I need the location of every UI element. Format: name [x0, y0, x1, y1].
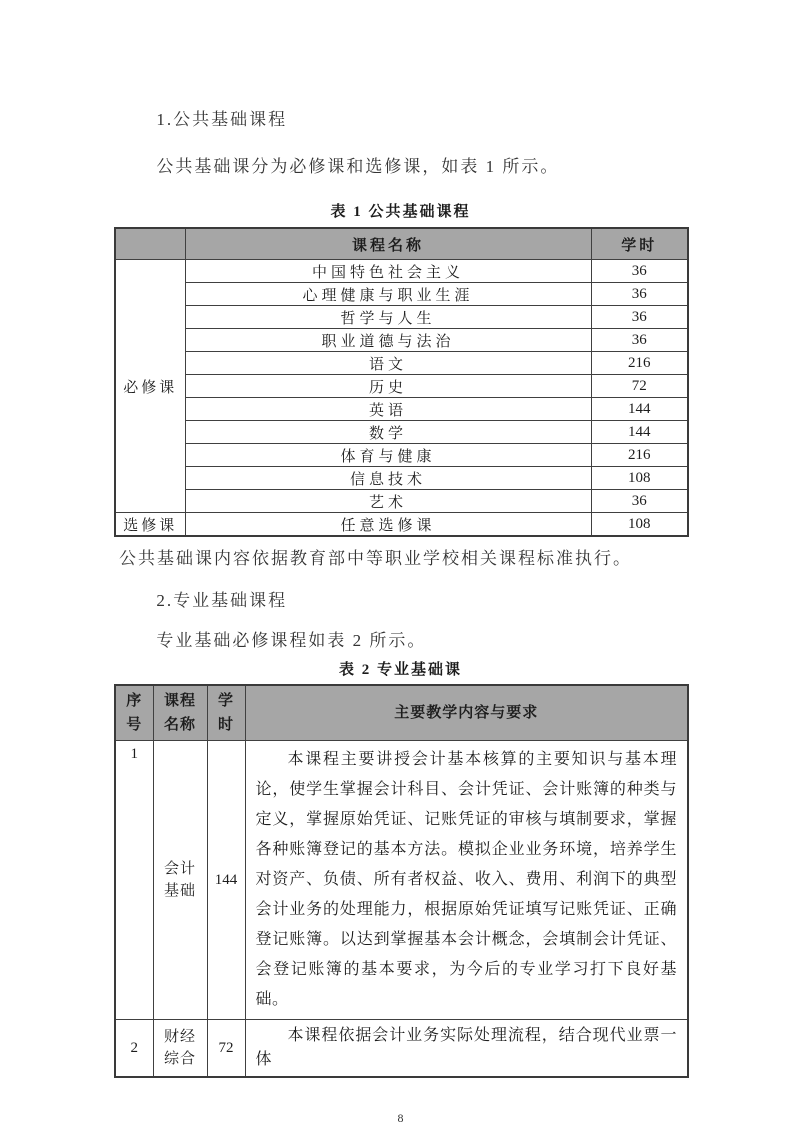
category-cell-elective: 选修课: [115, 513, 185, 537]
table2-header-course: 课程名称: [153, 685, 207, 741]
course-cell: 信息技术: [185, 467, 591, 490]
table-row: [115, 306, 688, 329]
course-cell: 数学: [185, 421, 591, 444]
table1-note: 公共基础课内容依据教育部中等职业学校相关课程标准执行。: [119, 549, 632, 568]
hours-cell: 36: [591, 490, 688, 513]
course-cell: 职业道德与法治: [185, 329, 591, 352]
section-2-intro: 专业基础必修课程如表 2 所示。: [156, 631, 427, 650]
table2-header-content: 主要教学内容与要求: [245, 685, 688, 741]
hours-cell: 144: [207, 741, 245, 1020]
table2-header-hours: 学时: [207, 685, 245, 741]
table-row: [115, 444, 688, 467]
hours-cell: 36: [591, 329, 688, 352]
hours-cell: 216: [591, 444, 688, 467]
table1-header-category: [115, 228, 185, 260]
table-public-basic-courses: [114, 227, 689, 537]
table1-title: 表 1 公共基础课程: [330, 204, 471, 220]
page-content: [114, 0, 687, 1126]
table-row: [115, 352, 688, 375]
table-row: [115, 375, 688, 398]
hours-cell: 72: [207, 1020, 245, 1078]
course-description: 本课程依据会计业务实际处理流程，结合现代业票一体: [255, 1027, 677, 1068]
table-professional-basic-courses: [114, 684, 689, 1078]
hours-cell: 36: [591, 283, 688, 306]
course-cell: 英语: [185, 398, 591, 421]
table-row: [115, 421, 688, 444]
table-row: [115, 467, 688, 490]
table1-header-course: 课程名称: [185, 228, 591, 260]
number-cell: 2: [115, 1020, 153, 1078]
table1-header-hours: 学时: [591, 228, 688, 260]
table-row: [115, 490, 688, 513]
course-cell: 心理健康与职业生涯: [185, 283, 591, 306]
section-1-intro: 公共基础课分为必修课和选修课，如表 1 所示。: [156, 157, 560, 176]
course-cell: 哲学与人生: [185, 306, 591, 329]
course-cell: 艺术: [185, 490, 591, 513]
table-row: [115, 1020, 688, 1078]
section-1-heading: 1.公共基础课程: [156, 110, 288, 129]
hours-cell: 72: [591, 375, 688, 398]
table-row: [115, 741, 688, 1020]
course-cell: 任意选修课: [185, 513, 591, 537]
table-row: [115, 260, 688, 283]
table2-header-no: 序号: [115, 685, 153, 741]
content-cell: [245, 1020, 688, 1078]
hours-cell: 108: [591, 513, 688, 537]
content-cell: [245, 741, 688, 1020]
section-2-heading: 2.专业基础课程: [156, 591, 288, 610]
course-cell: 会计基础: [153, 741, 207, 1020]
course-cell: 语文: [185, 352, 591, 375]
hours-cell: 216: [591, 352, 688, 375]
table2-title: 表 2 专业基础课: [338, 662, 462, 678]
page-number: 8: [397, 1111, 404, 1125]
hours-cell: 36: [591, 306, 688, 329]
course-description: 本课程主要讲授会计基本核算的主要知识与基本理论，使学生掌握会计科目、会计凭证、会计账簿的种类与定义，掌握原始凭证、记账凭证的审核与填制要求，掌握各种账簿登记的基本方法。模拟企业业务环境，培养学生对资产、负债、所有者权益、收入、费用、利润下的典型会计业务的处理能力，根据原始凭证填写记账凭证、正确登记账簿。以达到掌握基本会计概念，会填制会计凭证、会登记账簿的基本要求，为今后的专业学习打下良好基础。: [255, 751, 677, 1008]
table-row: [115, 329, 688, 352]
number-cell: 1: [115, 741, 153, 1020]
hours-cell: 144: [591, 398, 688, 421]
table1-header-row: [115, 228, 688, 260]
table2-header-row: [115, 685, 688, 741]
table-row: [115, 513, 688, 537]
hours-cell: 144: [591, 421, 688, 444]
hours-cell: 108: [591, 467, 688, 490]
course-cell: 财经综合: [153, 1020, 207, 1078]
course-cell: 中国特色社会主义: [185, 260, 591, 283]
table-row: [115, 398, 688, 421]
course-cell: 体育与健康: [185, 444, 591, 467]
table-row: [115, 283, 688, 306]
hours-cell: 36: [591, 260, 688, 283]
course-cell: 历史: [185, 375, 591, 398]
category-cell-required: 必修课: [115, 260, 185, 513]
